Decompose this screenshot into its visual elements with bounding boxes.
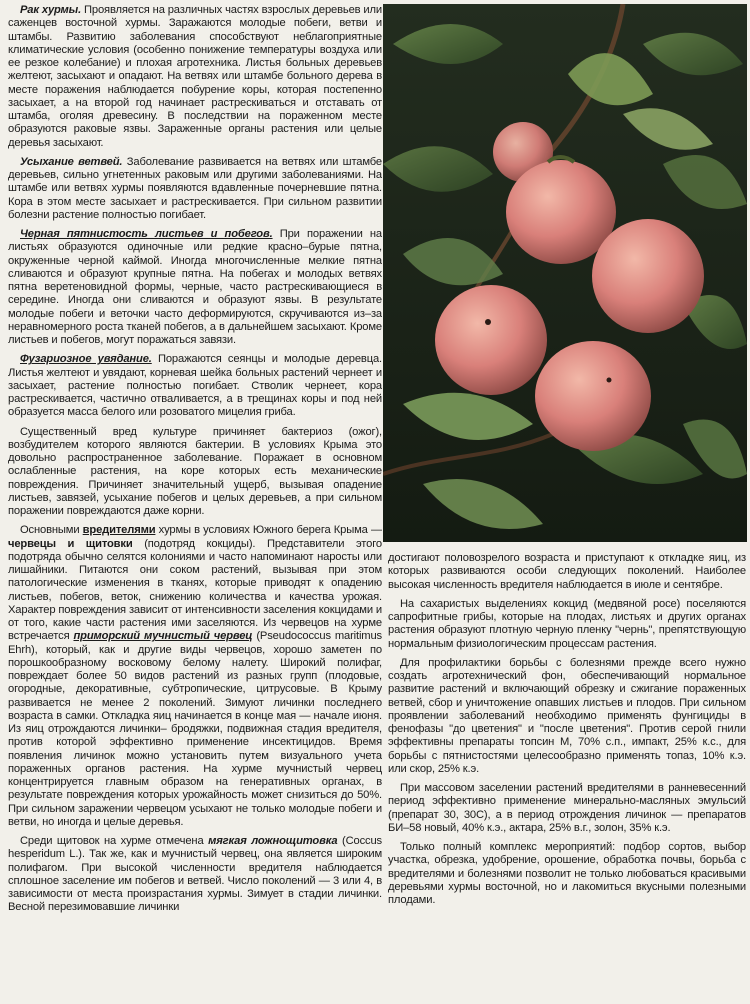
paragraph-fusarium-wilt xyxy=(8,353,382,419)
paragraph-text: При поражении на листьях образуются одиночные или редкие красно–бурые пятна, окруженные черной каймой. Иногда многочисленные мелкие пятна сливаются и образуют крупные пятна. На побегах и молодых ветвях пятна веретеновидной формы, черные, часто растрескивающиеся в середине. Иногда они сливаются и образуют язвы. В результате молодые побеги и веточки часто деформируются, скручиваются из–за неравномерного роста тканей побегов, а в дальнейшем засыхают. Кроме листьев и побегов, могут поражаться завязи. xyxy=(8,228,382,346)
paragraph-text: хурмы в условиях Южного берега Крыма — xyxy=(155,524,382,537)
paragraph-pest-treatment: При массовом заселении растений вредителями в ранневесенний период эффективно применение минерально-масляных эмульсий (препарат 30, 30С), а в период отрождения личинок — препаратов БИ–58 новый, 40% к.э., актара, 25% в.г., золон, 35% к.э. xyxy=(388,782,746,834)
paragraph-bacteriosis: Существенный вред культуре причиняет бактериоз (ожог), возбудителем которого являются бактерии. В условиях Крыма это довольно распространенное заболевание. Поражает в основном ослабленные растения, на коре которых есть механические повреждения. Причиняет значительный ущерб, вызывая опадение листьев, завязей, усыхание побегов и целых деревьев, а при сильном поражении повреждаются даже корни. xyxy=(8,425,382,517)
emphasis-pests: вредителями xyxy=(82,524,156,537)
paragraph-persimmon-cancer xyxy=(8,4,382,150)
paragraph-text: (подотряд кокциды). Представители этого подотряда обычно селятся колониями и часто напоминают наросты или лишайники. Питаются они соком растений, вызывая при этом патологические изменения в тканях, которые приводят к опадению листьев, побегов, веток, снижению количества и качества урожая. Характер повреждения зависит от интенсивности заселения кокцидами и от того, какие части растения ими заселяются. Из червецов на хурме встречается xyxy=(8,537,382,643)
paragraph-conclusion: Только полный комплекс мероприятий: подбор сортов, выбор участка, обрезка, удобрение, орошение, обработка почвы, борьба с вредителями и болезнями позволит не только любоваться красивыми деревьями хурмы восточной, но и лакомиться вкусными полезными плодами. xyxy=(388,841,746,906)
heading-black-spot: Черная пятнистость листьев и побегов. xyxy=(20,228,273,240)
left-text-column xyxy=(8,4,382,1002)
paragraph-text: (Pseudococcus maritimus Ehrh), который, как и другие виды червецов, хорошо заметен по порошкообразному восковому белому налету. Широкий полифаг, повреждает более 50 видов растений из разных групп (плодовые, огородные, декоративные, субтропические, цитрусовые. В Крыму развивается не менее 2 поколений. Зимуют личинки последнего возраста в самки. Откладка яиц начинается в конце мая — начале июня. Из яиц отрождаются личинки– бродяжки, подвижная стадия вредителя, против которой эффективно применение инсектицидов. Время появления личинок можно установить путем визуального учета пораженных органов растения. На хурме мучнистый червец концентрируется главным образом на генеративных органах, в результате повреждения которых урожайность может снизиться до 50%. При сильном заражении червецом усыхают не только молодые побеги и ветви, но иногда и целые деревья. xyxy=(8,630,382,828)
paragraph-text: (Coccus hesperidum L.). Так же, как и мучнистый червец, она является широким полифагом. При высокой численности вредителя наблюдается сплошное заселение им побегов и ветвей. Число поколений — 3 или 4, в зависимости от места произрастания хурмы. Зимует в стадии личинки. Весной перезимовавшие личинки xyxy=(8,835,382,914)
persimmon-photo-icon xyxy=(383,4,747,542)
paragraph-black-spot xyxy=(8,228,382,347)
heading-branch-dieback: Усыхание ветвей. xyxy=(20,155,123,168)
paragraph-text: Проявляется на различных частях взрослых деревьев или саженцев восточной хурмы. Заражаются молодые побеги, ветви и штамбы. Развитию заболевания способствуют неблагоприятные климатические условия (особенно понижение температуры воздуха или ее резкое колебание) и плохая агротехника. Листья больных деревьев желтеют, засыхают и опадают. На ветвях или штамбе больного дерева в месте поражения наблюдается побурение коры, которая постепенно засыхает, а на второй год начинает растрескиваться и отставать от штамба, оголяя древесину. В последствии на пораженном месте образуются раковые язвы. Зараженные органы растения или целые деревья засыхают. xyxy=(8,4,382,149)
heading-fusarium-wilt: Фузариозное увядание. xyxy=(20,353,152,366)
paragraph-soft-scale xyxy=(8,835,382,915)
paragraph-continuation: достигают половозрелого возраста и приступают к откладке яиц, из которых развиваются особи следующих поколений. Наиболее высокая численность вредителя наблюдается в июле и сентябре. xyxy=(388,552,746,591)
paragraph-text: Поражаются сеянцы и молодые деревца. Листья желтеют и увядают, корневая шейка больных растений чернеет и засыхает, растение полностью погибает. Стволик чернеет, кора растрескивается, частично отваливается, а в трещинах коры и под ней образуется масса белого или розоватого мицелия гриба. xyxy=(8,353,382,419)
paragraph-pests xyxy=(8,524,382,829)
paragraph-text: Заболевание развивается на ветвях или штамбе деревьев, сильно угнетенных раковым или другими заболеваниями. На штамбе или ветвях хурмы появляются вдавленные почерневшие пятна. Кора в этом месте засыхает и растрескивается. При сильном развитии болезни растение полностью погибает. xyxy=(8,155,382,221)
emphasis-scales: червецы и щитовки xyxy=(8,537,133,550)
heading-persimmon-cancer: Рак хурмы. xyxy=(20,4,82,16)
paragraph-text: Основными xyxy=(20,524,83,537)
paragraph-branch-dieback xyxy=(8,156,382,222)
emphasis-mealybug: приморский мучнистый червец xyxy=(73,630,253,643)
paragraph-text: Среди щитовок на хурме отмечена xyxy=(20,835,209,847)
paragraph-prevention: Для профилактики борьбы с болезнями прежде всего нужно создать агротехнический фон, обеспечивающий нормальное развитие растений и включающий обрезку и сжигание пораженных ветвей, сбор и уничтожение опавших листьев и плодов. При сильном проявлении заболеваний необходимо применять фунгициды в фенофазы "до цветения" и "после цветения". Против серой гнили эффективны препараты топсин М, 70% с.п., импакт, 25% к.с., для борьбы с пятнистостями целесообразно применять топаз, 10% к.э. или скор, 25% к.э. xyxy=(388,656,746,775)
paragraph-sooty-mold: На сахаристых выделениях кокцид (медвяной росе) поселяются сапрофитные грибы, которые на плодах, листьях и других органах растения образуют плотную черную пленку "чернь", препятствующую нормальным физиологическим процессам растения. xyxy=(388,597,746,650)
persimmon-illustration xyxy=(383,4,747,542)
right-text-column xyxy=(388,552,746,1000)
emphasis-soft-scale: мягкая ложнощитовка xyxy=(208,835,338,847)
